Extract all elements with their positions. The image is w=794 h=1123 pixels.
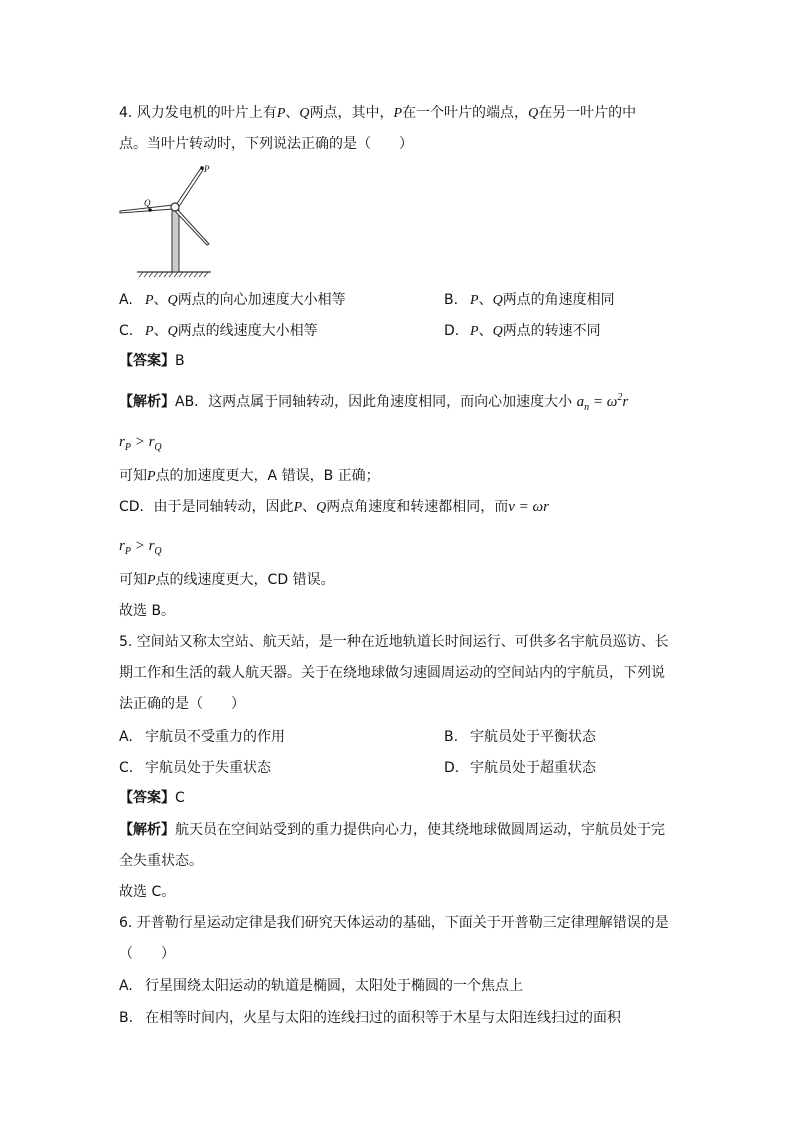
q4-analysis-line1: 【解析】AB．这两点属于同轴转动，因此角速度相同，而向心加速度大小 $a_n = \omega^2r$ bbox=[119, 392, 629, 413]
wind-turbine-figure bbox=[115, 160, 215, 280]
q5-option-a[interactable]: A. 宇航员不受重力的作用 bbox=[119, 729, 285, 745]
label-p: P bbox=[204, 164, 210, 174]
q4-relation1: $r_P > r_Q$ bbox=[119, 434, 162, 453]
q4-option-a[interactable]: A. P、Q两点的向心加速度大小相等 bbox=[119, 292, 346, 308]
q5-stem-line3: 法正确的是（ ） bbox=[119, 696, 245, 712]
q4-analysis-line3: CD．由于是同轴转动，因此P、Q两点角速度和转速都相同，而v = ωr bbox=[119, 499, 549, 515]
q5-conclusion: 故选 C。 bbox=[119, 884, 176, 900]
point-q-marker bbox=[148, 208, 152, 212]
q4-answer: 【答案】B bbox=[119, 353, 185, 369]
q4-stem-line1: 4. 风力发电机的叶片上有P、Q两点，其中，P在一个叶片的端点，Q在另一叶片的中 bbox=[119, 105, 637, 121]
formula-centripetal: $a_n = \omega^2r$ bbox=[576, 392, 629, 413]
q6-option-a[interactable]: A. 行星围绕太阳运动的轨道是椭圆，太阳处于椭圆的一个焦点上 bbox=[119, 978, 523, 994]
q5-analysis-line2: 全失重状态。 bbox=[119, 853, 203, 869]
q5-stem-line1: 5. 空间站又称太空站、航天站，是一种在近地轨道长时间运行、可供多名宇航员巡访、长 bbox=[119, 634, 669, 650]
q4-relation2: $r_P > r_Q$ bbox=[119, 538, 162, 557]
q4-option-b[interactable]: B. P、Q两点的角速度相同 bbox=[444, 292, 615, 308]
q5-stem-line2: 期工作和生活的载人航天器。关于在绕地球做匀速圆周运动的空间站内的宇航员，下列说 bbox=[119, 665, 665, 681]
q6-stem-line2: （ ） bbox=[119, 946, 175, 962]
q6-stem-line1: 6. 开普勒行星运动定律是我们研究天体运动的基础，下面关于开普勒三定律理解错误的是 bbox=[119, 915, 669, 931]
q5-option-b[interactable]: B. 宇航员处于平衡状态 bbox=[444, 729, 596, 745]
q4-analysis-line2: 可知P点的加速度更大，A 错误，B 正确； bbox=[119, 468, 380, 484]
q4-stem-line2: 点。当叶片转动时，下列说法正确的是（ ） bbox=[119, 136, 413, 152]
q5-option-c[interactable]: C. 宇航员处于失重状态 bbox=[119, 760, 271, 776]
formula-velocity: v = ωr bbox=[508, 499, 549, 515]
q4-analysis-line4: 可知P点的线速度更大，CD 错误。 bbox=[119, 572, 335, 588]
q5-answer: 【答案】C bbox=[119, 790, 185, 806]
q4-option-c[interactable]: C. P、Q两点的线速度大小相等 bbox=[119, 323, 318, 339]
q5-analysis-line1: 【解析】航天员在空间站受到的重力提供向心力，使其绕地球做圆周运动，宇航员处于完 bbox=[119, 822, 665, 838]
label-q: Q bbox=[144, 198, 151, 208]
q4-conclusion: 故选 B。 bbox=[119, 603, 176, 619]
q5-option-d[interactable]: D. 宇航员处于超重状态 bbox=[444, 760, 596, 776]
q4-option-d[interactable]: D. P、Q两点的转速不同 bbox=[444, 323, 601, 339]
q6-option-b[interactable]: B. 在相等时间内，火星与太阳的连线扫过的面积等于木星与太阳连线扫过的面积 bbox=[119, 1010, 621, 1026]
